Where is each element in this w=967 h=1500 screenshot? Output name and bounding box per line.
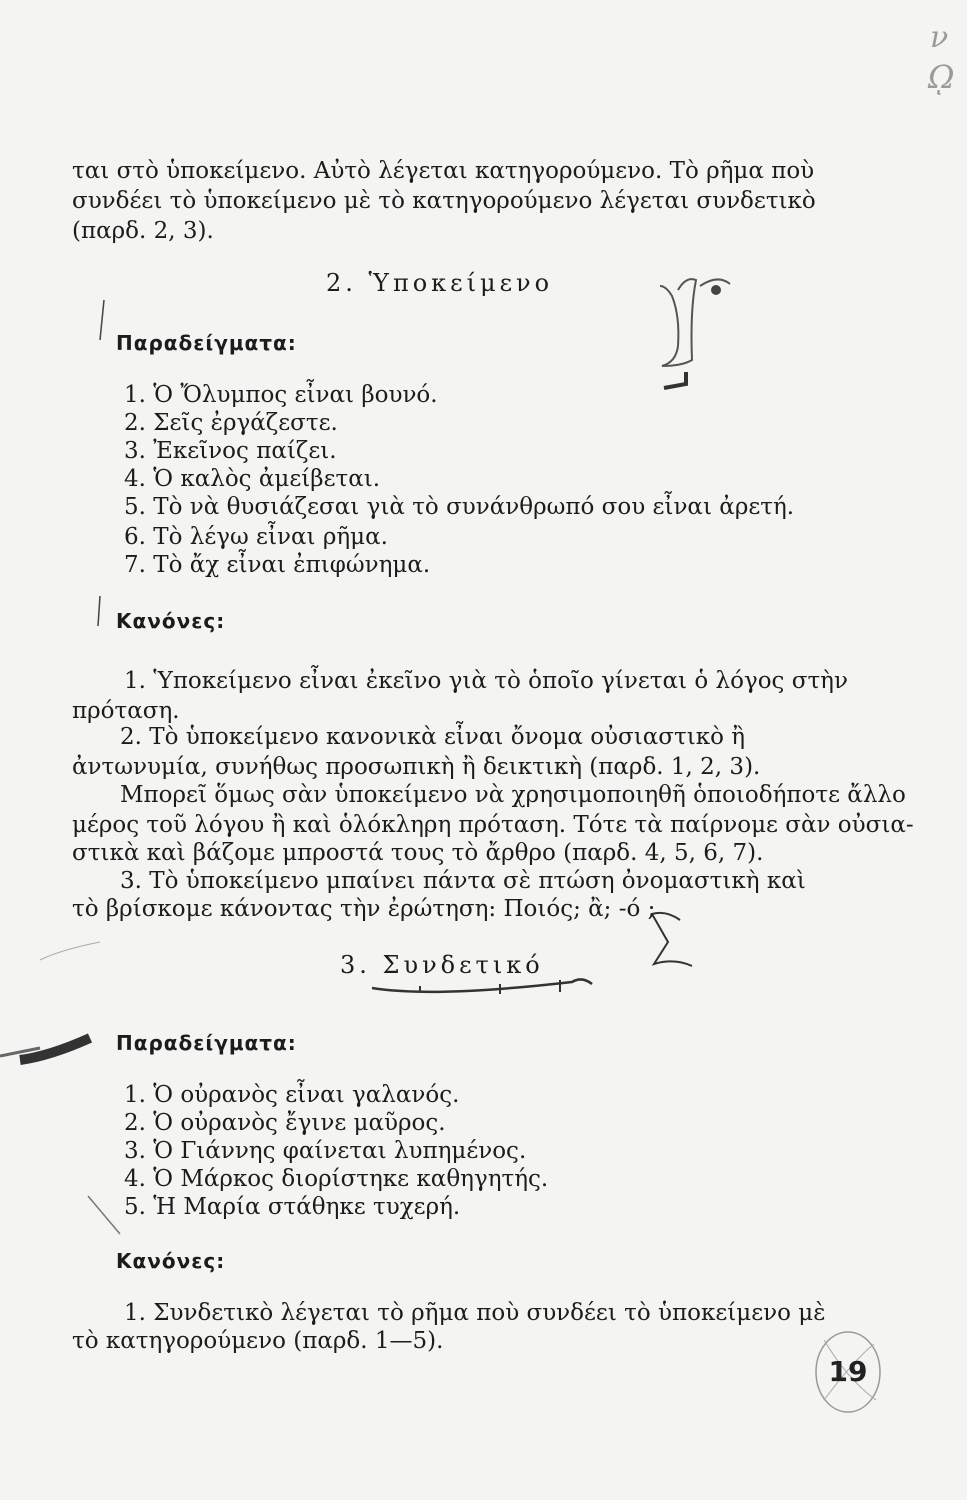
rule-line: στικὰ καὶ βάζομε μπροστά τους τὸ ἄρθρο (παρδ. 4, 5, 6, 7). [72,840,764,866]
rule-line: ἀντωνυμία, συνήθως προσωπικὴ ἢ δεικτικὴ (παρδ. 1, 2, 3). [72,754,761,780]
margin-mark-second: ῼ [928,58,955,96]
rules-label: Κανόνες: [116,1249,226,1273]
text-line: συνδέει τὸ ὑποκείμενο μὲ τὸ κατηγορούμενο λέγεται συνδετικὸ [72,188,816,214]
rule-line: τὸ κατηγορούμενο (παρδ. 1—5). [72,1328,444,1354]
rule-line: 1. Συνδετικὸ λέγεται τὸ ρῆμα ποὺ συνδέει τὸ ὑποκείμενο μὲ [124,1300,826,1326]
rule-line: μέρος τοῦ λόγου ἢ καὶ ὁλόκληρη πρόταση. Τότε τὰ παίρνομε σὰν οὐσια- [72,812,914,838]
example-item: 7. Τὸ ἄχ εἶναι ἐπιφώνημα. [124,552,431,578]
example-item: 3. Ὁ Γιάννης φαίνεται λυπημένος. [124,1138,527,1164]
examples-label: Παραδείγματα: [116,1031,297,1055]
example-item: 6. Τὸ λέγω εἶναι ρῆμα. [124,524,388,550]
example-item: 1. Ὁ Ὄλυμπος εἶναι βουνό. [124,382,438,408]
examples-label: Παραδείγματα: [116,331,297,355]
rule-line: τὸ βρίσκομε κάνοντας τὴν ἐρώτηση: Ποιός; ἂ; -ό ; [72,896,656,922]
page-number: 19 [828,1355,868,1388]
example-item: 5. Τὸ νὰ θυσιάζεσαι γιὰ τὸ συνάνθρωπό σου εἶναι ἀρετή. [124,494,795,520]
example-item: 4. Ὁ καλὸς ἀμείβεται. [124,466,381,492]
rules-label: Κανόνες: [116,609,226,633]
rule-line: Μπορεῖ ὅμως σὰν ὑποκείμενο νὰ χρησιμοποιηθῆ ὁποιοδήποτε ἄλλο [120,782,906,808]
text-line: ται στὸ ὑποκείμενο. Αὐτὸ λέγεται κατηγορούμενο. Τὸ ρῆμα ποὺ [72,158,815,184]
margin-mark-top: ν [930,20,949,55]
rule-line: 1. Ὑποκείμενο εἶναι ἐκεῖνο γιὰ τὸ ὁποῖο γίνεται ὁ λόγος στὴν [124,668,848,694]
example-item: 2. Ὁ οὐρανὸς ἔγινε μαῦρος. [124,1110,446,1136]
rule-line: 2. Τὸ ὑποκείμενο κανονικὰ εἶναι ὄνομα οὐσιαστικὸ ἢ [120,724,746,750]
example-item: 3. Ἐκεῖνος παίζει. [124,438,337,464]
example-item: 4. Ὁ Μάρκος διορίστηκε καθηγητής. [124,1166,549,1192]
example-item: 5. Ἡ Μαρία στάθηκε τυχερή. [124,1194,461,1220]
text-line: (παρδ. 2, 3). [72,218,214,244]
section-heading-subject: 2. Ὑποκείμενο [326,269,554,297]
rule-line: 3. Τὸ ὑποκείμενο μπαίνει πάντα σὲ πτώση ὀνομαστικὴ καὶ [120,868,806,894]
example-item: 2. Σεῖς ἐργάζεστε. [124,410,338,436]
example-item: 1. Ὁ οὐρανὸς εἶναι γαλανός. [124,1082,460,1108]
section-heading-copula: 3. Συνδετικό [340,951,544,979]
rule-line: πρόταση. [72,698,180,724]
